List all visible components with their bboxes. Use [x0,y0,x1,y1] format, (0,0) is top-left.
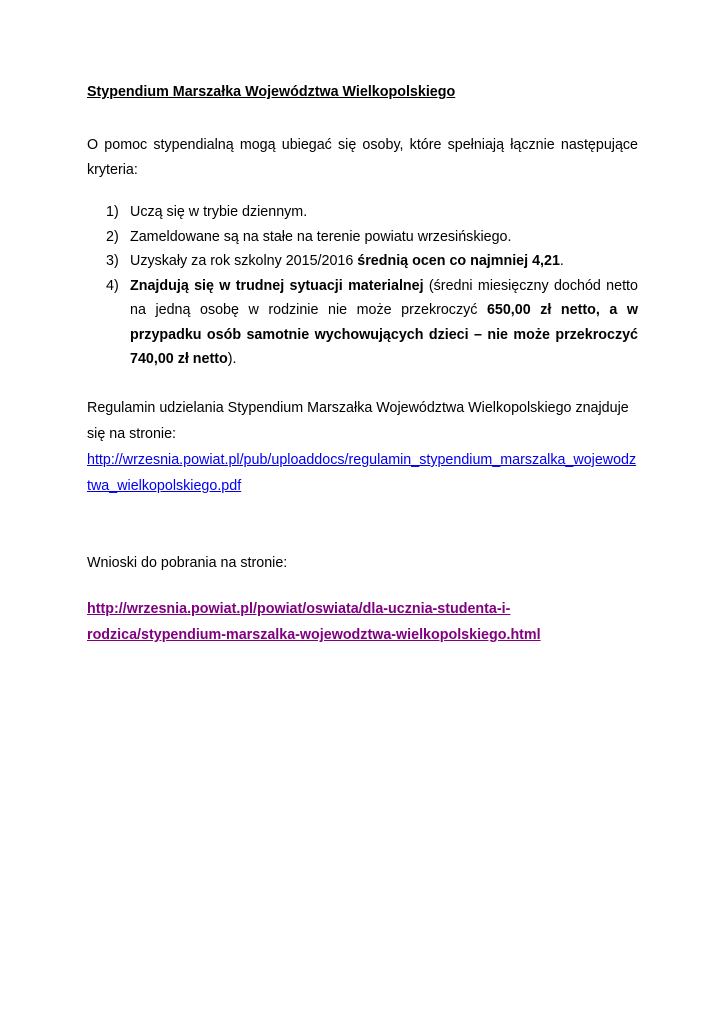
criterion-text: Uzyskały za rok szkolny 2015/2016 [130,253,358,269]
criterion-text: Zameldowane są na stałe na terenie powiatu wrzesińskiego. [130,228,512,245]
criterion-bold-text: Znajdują się w trudnej sytuacji materialnej [130,277,424,294]
criteria-list [87,200,638,372]
criterion-text-end: . [559,253,564,269]
list-item [87,274,638,372]
criterion-text-end: ). [227,351,237,367]
wnioski-text: Wnioski do pobrania na stronie: [87,555,288,571]
criterion-bold-amounts: 650,00 zł netto, a w przypadku osób samotnie wychowujących dzieci – nie może przekroczyć 740,00 zł netto [130,302,638,367]
criterion-text: Uczą się w trybie dziennym. [130,204,308,220]
criterion-bold-text: średnią ocen co najmniej 4,21 [357,253,560,269]
document-title: Stypendium Marszałka Województwa Wielkopolskiego [87,84,456,100]
wnioski-link[interactable]: http://wrzesnia.powiat.pl/powiat/oswiata/dla-ucznia-studenta-i-rodzica/stypendium-marszalka-wojewodztwa-wielkopolskiego.html [87,601,541,643]
criterion-text: (średni miesięczny dochód netto na jedną osobę w rodzinie nie może przekroczyć [130,277,638,318]
regulamin-link[interactable]: http://wrzesnia.powiat.pl/pub/uploaddocs/regulamin_stypendium_marszalka_wojewodztwa_wielkopolskiego.pdf [87,452,637,494]
intro-paragraph: O pomoc stypendialną mogą ubiegać się osoby, które spełniają łącznie następujące kryteria: [87,137,638,178]
list-item [87,200,638,225]
regulamin-text: Regulamin udzielania Stypendium Marszałka Województwa Wielkopolskiego znajduje się na stronie: [87,400,629,442]
regulamin-paragraph [87,395,638,499]
list-number: 1) [106,204,119,220]
list-number: 4) [106,277,119,294]
list-item [87,225,638,250]
list-number: 2) [106,228,119,245]
list-item [87,249,638,274]
list-number: 3) [106,253,119,269]
